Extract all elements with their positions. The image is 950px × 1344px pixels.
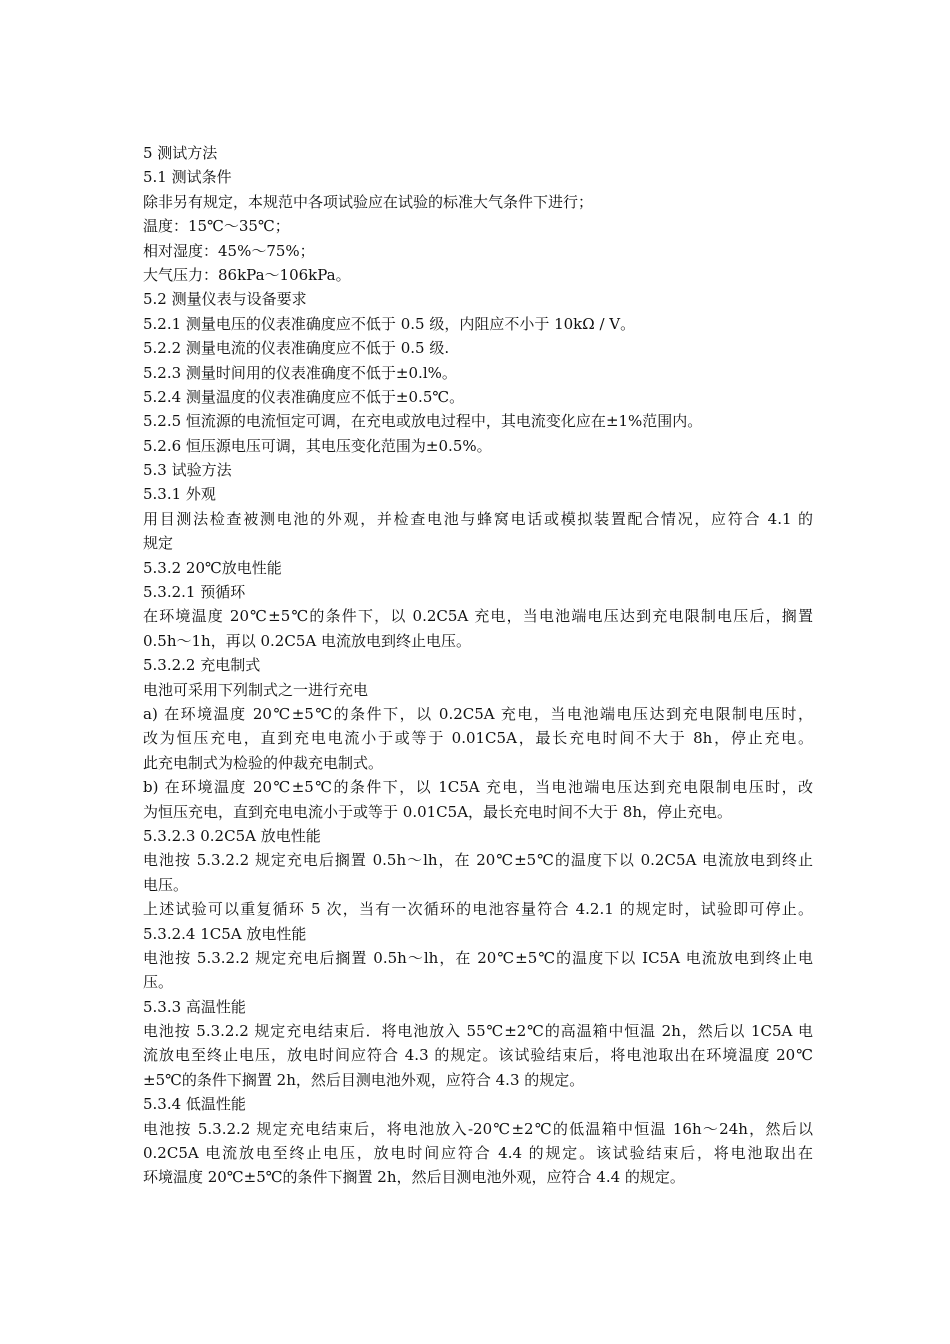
paragraph-line: 5.2.3 测量时间用的仪表准确度不低于±0.l%。 [143,363,457,382]
paragraph-line: 流放电至终止电压，放电时间应符合 4.3 的规定。该试验结束后，将电池取出在环境温度 20℃ [143,1046,813,1065]
paragraph-line: 5.2.5 恒流源的电流恒定可调，在充电或放电过程中，其电流变化应在±1%范围内。 [143,412,703,431]
paragraph-line: 电池可采用下列制式之一进行充电 [143,680,369,699]
subsection-heading-precycle: 5.3.2.1 预循环 [143,583,246,602]
subsection-heading-high-temp: 5.3.3 高温性能 [143,997,246,1016]
paragraph-line: 改为恒压充电，直到充电电流小于或等于 0.01C5A，最长充电时间不大于 8h，停止充电。 [143,729,813,748]
paragraph-line: 电池按 5.3.2.2 规定充电后搁置 0.5h～lh，在 20℃±5℃的温度下以 0.2C5A 电流放电到终止 [143,851,813,870]
paragraph-line: 上述试验可以重复循环 5 次，当有一次循环的电池容量符合 4.2.1 的规定时，试验即可停止。 [143,900,813,919]
paragraph-line: 大气压力：86kPa～106kPa。 [143,265,351,284]
paragraph-line: 电池按 5.3.2.2 规定充电后搁置 0.5h～lh，在 20℃±5℃的温度下以 IC5A 电流放电到终止电 [143,948,813,967]
paragraph-line: 5.2.2 测量电流的仪表准确度应不低于 0.5 级. [143,339,450,358]
paragraph-line: 电池按 5.3.2.2 规定充电结束后，将电池放入-20℃±2℃的低温箱中恒温 16h～24h，然后以 [143,1119,813,1138]
paragraph-line: 电压。 [143,875,189,894]
paragraph-line: 0.5h～1h，再以 0.2C5A 电流放电到终止电压。 [143,631,471,650]
paragraph-line: 相对湿度：45%～75%； [143,241,315,260]
paragraph-line: 5.2.4 测量温度的仪表准确度应不低于±0.5℃。 [143,387,465,406]
paragraph-line: 除非另有规定，本规范中各项试验应在试验的标准大气条件下进行； [143,192,594,211]
list-item-b: b) 在环境温度 20℃±5℃的条件下，以 1C5A 充电，当电池端电压达到充电限制电压时，改 [143,778,813,797]
paragraph-line: ±5℃的条件下搁置 2h，然后目测电池外观，应符合 4.3 的规定。 [143,1070,585,1089]
paragraph-line: 为恒压充电，直到充电电流小于或等于 0.01C5A，最长充电时间不大于 8h，停止充电。 [143,802,732,821]
subsection-heading-charging: 5.3.2.2 充电制式 [143,656,261,675]
subsection-heading-appearance: 5.3.1 外观 [143,485,216,504]
subsection-heading-discharge: 5.3.2 20℃放电性能 [143,558,282,577]
paragraph-line: 用目测法检查被测电池的外观，并检查电池与蜂窝电话或模拟装置配合情况，应符合 4.1 的 [143,509,813,528]
section-heading-test-method: 5.3 试验方法 [143,461,232,480]
section-heading-test-methods: 5 测试方法 [143,144,218,162]
paragraph-line: 在环境温度 20℃±5℃的条件下，以 0.2C5A 充电，当电池端电压达到充电限制电压后，搁置 [143,607,813,626]
paragraph-line: 5.2.6 恒压源电压可调，其电压变化范围为±0.5%。 [143,436,492,455]
paragraph-line: 0.2C5A 电流放电至终止电压，放电时间应符合 4.4 的规定。该试验结束后，将电池取出在 [143,1144,813,1163]
paragraph-line: 5.2.1 测量电压的仪表准确度应不低于 0.5 级，内阻应不小于 10kΩ / V。 [143,314,636,333]
section-heading-instruments: 5.2 测量仪表与设备要求 [143,290,307,309]
subsection-heading-1c5a: 5.3.2.4 1C5A 放电性能 [143,924,307,943]
subsection-heading-low-temp: 5.3.4 低温性能 [143,1095,246,1114]
document-body [143,141,813,1190]
paragraph-line: 规定 [143,534,174,553]
paragraph-line: 环境温度 20℃±5℃的条件下搁置 2h，然后目测电池外观，应符合 4.4 的规定。 [143,1168,685,1187]
list-item-a: a) 在环境温度 20℃±5℃的条件下，以 0.2C5A 充电，当电池端电压达到充电限制电压时， [143,704,813,723]
subsection-heading-02c5a: 5.3.2.3 0.2C5A 放电性能 [143,826,321,845]
paragraph-line: 温度：15℃～35℃； [143,217,290,236]
paragraph-line: 电池按 5.3.2.2 规定充电结束后．将电池放入 55℃±2℃的高温箱中恒温 2h，然后以 1C5A 电 [143,1022,813,1041]
section-heading-test-conditions: 5.1 测试条件 [143,168,232,187]
paragraph-line: 此充电制式为检验的仲裁充电制式。 [143,753,384,772]
paragraph-line: 压。 [143,973,174,992]
